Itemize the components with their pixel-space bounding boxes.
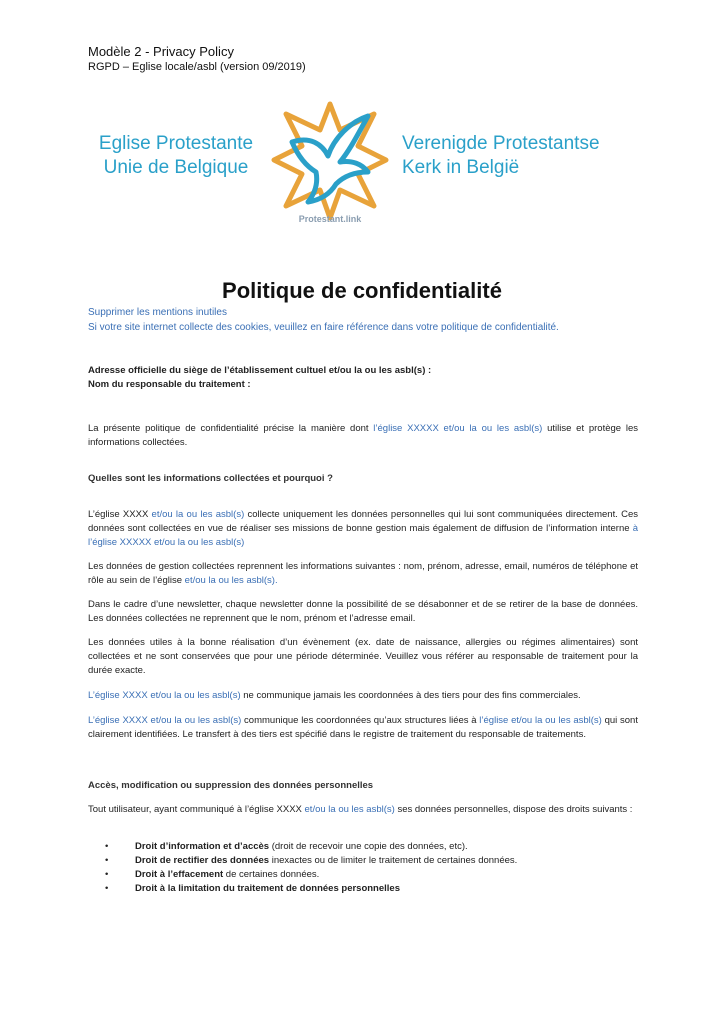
document-version-label: RGPD – Eglise locale/asbl (version 09/2019) <box>88 61 306 73</box>
list-item: • Droit de rectifier des données inexactes ou de limiter le traitement de certaines données. <box>105 854 517 868</box>
paragraph-third-parties: L’église XXXX et/ou la ou les asbl(s) communique les coordonnées qu’aux structures liées à l’église et/ou la ou les asbl(s) qui sont clairement identifiées. Le transfert à des tiers est spécifié dans le registre de traitement du responsable de traitements. <box>88 715 638 740</box>
address-label: Adresse officielle du siège de l’établissement cultuel et/ou la ou les asbl(s) : <box>88 365 432 376</box>
logo-link-text: Protestant.link <box>298 214 362 224</box>
logo-text-dutch: Verenigde Protestantse Kerk in België <box>402 133 600 178</box>
logo-text-french: Eglise Protestante Unie de Belgique <box>98 133 254 178</box>
paragraph-collection: L’église XXXX et/ou la ou les asbl(s) collecte uniquement les données personnelles qui lui sont communiquées directement. Ces données sont collectées en vue de réaliser ses missions de bonne gestion mais également de diffusion de l’information interne à l’église XXXXX et/ou la ou les asbl(s) <box>88 509 638 548</box>
paragraph-no-commercial: L’église XXXX et/ou la ou les asbl(s) ne communique jamais les coordonnées à des tiers pour des fins commerciales. <box>88 690 581 701</box>
document-model-label: Modèle 2 - Privacy Policy <box>88 44 234 59</box>
intro-paragraph: La présente politique de confidentialité précise la manière dont l’église XXXXX et/ou la ou les asbl(s) utilise et protège les informations collectées. <box>88 423 638 448</box>
paragraph-user-rights-intro: Tout utilisateur, ayant communiqué à l’église XXXX et/ou la ou les asbl(s) ses données personnelles, dispose des droits suivants : <box>88 804 633 815</box>
section-heading-information: Quelles sont les informations collectées et pourquoi ? <box>88 473 333 484</box>
list-item: • Droit à l’effacement de certaines données. <box>105 868 517 882</box>
page-title: Politique de confidentialité <box>222 278 502 303</box>
list-item: • Droit d’information et d’accès (droit de recevoir une copie des données, etc). <box>105 840 517 854</box>
rights-list <box>105 840 517 896</box>
list-item: • Droit à la limitation du traitement de données personnelles <box>105 882 517 896</box>
paragraph-event-data: Les données utiles à la bonne réalisation d’un évènement (ex. date de naissance, allergies ou régimes alimentaires) sont collectées et ne sont conservées que pour une période déterminée. Veuillez vous référer au responsable de traitement pour la durée exacte. <box>88 637 638 676</box>
dove-star-logo-icon <box>270 100 390 225</box>
paragraph-newsletter: Dans le cadre d’une newsletter, chaque newsletter donne la possibilité de se désabonner et de se retirer de la base de données. Les données collectées ne reprennent que le nom, prénom et l’adresse email. <box>88 599 638 624</box>
note-remove-mentions: Supprimer les mentions inutiles <box>88 307 227 318</box>
section-heading-access: Accès, modification ou suppression des données personnelles <box>88 780 374 791</box>
paragraph-management-data: Les données de gestion collectées reprennent les informations suivantes : nom, prénom, adresse, email, numéros de téléphone et rôle au sein de l’église et/ou la ou les asbl(s). <box>88 561 638 586</box>
note-cookies: Si votre site internet collecte des cookies, veuillez en faire référence dans votre politique de confidentialité. <box>88 322 559 333</box>
responsible-label: Nom du responsable du traitement : <box>88 379 251 390</box>
